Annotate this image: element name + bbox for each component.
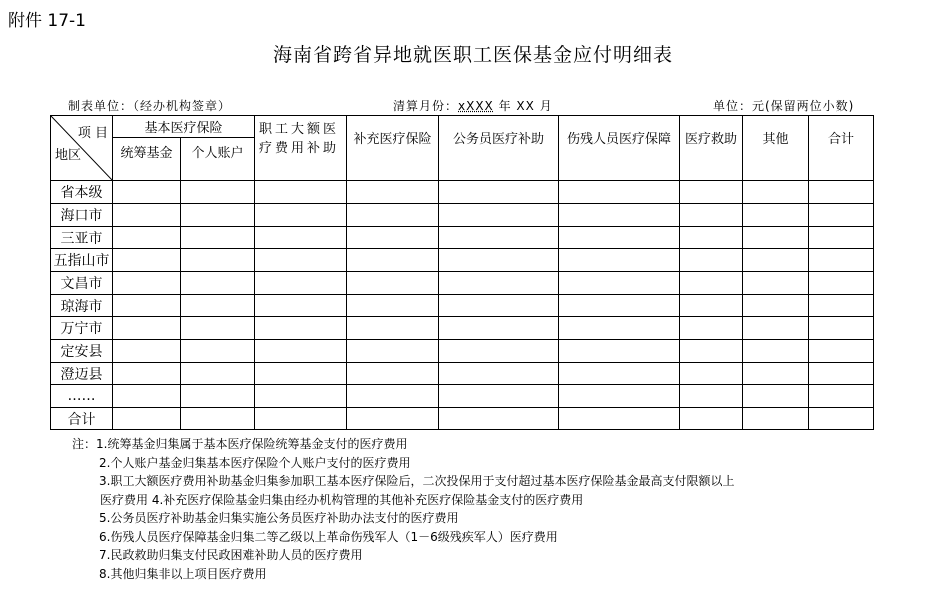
value-cell [113, 317, 181, 340]
value-cell [181, 272, 255, 295]
value-cell [181, 317, 255, 340]
table-row [51, 317, 874, 340]
table-row [51, 385, 874, 408]
value-cell [439, 385, 559, 408]
value-cell [439, 249, 559, 272]
value-cell [255, 204, 347, 227]
value-cell [181, 340, 255, 363]
civil-servant-subsidy-header: 公务员医疗补助 [439, 116, 559, 181]
value-cell [680, 385, 743, 408]
value-cell [113, 385, 181, 408]
region-name-cell: 万宁市 [51, 317, 113, 340]
value-cell [347, 340, 439, 363]
note-5: 5.公务员医疗补助基金归集实施公务员医疗补助办法支付的医疗费用 [99, 511, 459, 525]
value-cell [680, 227, 743, 249]
value-cell [255, 295, 347, 317]
table-row [51, 272, 874, 295]
value-cell [255, 363, 347, 385]
value-cell [559, 272, 680, 295]
value-cell [743, 181, 809, 204]
value-cell [439, 272, 559, 295]
value-cell [439, 227, 559, 249]
value-cell [559, 317, 680, 340]
note-3-continued: 医疗费用 4.补充医疗保险基金归集由经办机构管理的其他补充医疗保险基金支付的医疗费用 [100, 492, 584, 507]
value-cell [680, 181, 743, 204]
value-cell [439, 408, 559, 430]
value-cell [809, 385, 874, 408]
large-medical-subsidy-header: 职工大额医疗费用补助 [255, 116, 347, 181]
table-row [51, 340, 874, 363]
region-name-cell: 文昌市 [51, 272, 113, 295]
medical-aid-header: 医疗救助 [680, 116, 743, 181]
value-cell [680, 340, 743, 363]
value-cell [181, 363, 255, 385]
value-cell [809, 340, 874, 363]
value-cell [559, 408, 680, 430]
value-cell [113, 272, 181, 295]
note-3: 3.职工大额医疗费用补助基金归集参加职工基本医疗保险后，二次投保用于支付超过基本医疗保险基金最高支付限额以上 [99, 474, 735, 488]
region-name-cell: …… [51, 385, 113, 408]
value-cell [743, 204, 809, 227]
corner-header-cell [51, 116, 113, 181]
value-cell [680, 295, 743, 317]
personal-account-header: 个人账户 [181, 138, 255, 181]
value-cell [113, 249, 181, 272]
table-row [51, 249, 874, 272]
value-cell [255, 227, 347, 249]
value-cell [809, 249, 874, 272]
supplementary-insurance-header: 补充医疗保险 [347, 116, 439, 181]
region-name-cell: 三亚市 [51, 227, 113, 249]
value-cell [743, 295, 809, 317]
notes-section [72, 435, 734, 583]
value-cell [181, 295, 255, 317]
value-cell [113, 363, 181, 385]
period-month-unit: 月 [534, 99, 553, 113]
value-cell [680, 363, 743, 385]
value-cell [181, 408, 255, 430]
value-cell [439, 295, 559, 317]
table-row [51, 408, 874, 430]
value-cell [559, 181, 680, 204]
region-name-cell: 澄迈县 [51, 363, 113, 385]
value-cell [559, 363, 680, 385]
value-cell [743, 408, 809, 430]
value-cell [113, 227, 181, 249]
value-cell [559, 295, 680, 317]
page-title: 海南省跨省异地就医职工医保基金应付明细表 [272, 44, 673, 66]
region-name-cell: 合计 [51, 408, 113, 430]
value-cell [680, 204, 743, 227]
value-cell [255, 408, 347, 430]
note-2: 2.个人账户基金归集基本医疗保险个人账户支付的医疗费用 [99, 455, 411, 470]
value-cell [113, 295, 181, 317]
basic-insurance-group-header: 基本医疗保险 [113, 116, 255, 138]
note-1: 注：1.统筹基金归集属于基本医疗保险统筹基金支付的医疗费用 [72, 437, 408, 451]
value-cell [809, 227, 874, 249]
period-year-unit: 年 [493, 99, 517, 113]
period-month: XX [516, 99, 535, 113]
value-cell [809, 295, 874, 317]
value-cell [809, 317, 874, 340]
region-name-cell: 省本级 [51, 181, 113, 204]
value-cell [347, 249, 439, 272]
value-cell [439, 363, 559, 385]
value-cell [113, 181, 181, 204]
value-cell [347, 227, 439, 249]
value-cell [181, 204, 255, 227]
value-cell [439, 317, 559, 340]
value-cell [347, 408, 439, 430]
value-cell [743, 385, 809, 408]
value-cell [347, 181, 439, 204]
value-cell [255, 340, 347, 363]
value-cell [347, 272, 439, 295]
table-row [51, 204, 874, 227]
period-label: 清算月份： [393, 99, 459, 113]
value-cell [181, 227, 255, 249]
value-cell [255, 272, 347, 295]
unit-label: 单位：元(保留两位小数) [713, 99, 855, 113]
value-cell [255, 181, 347, 204]
value-cell [181, 385, 255, 408]
value-cell [680, 272, 743, 295]
value-cell [809, 204, 874, 227]
payment-detail-table [50, 115, 874, 430]
value-cell [809, 272, 874, 295]
value-cell [680, 408, 743, 430]
value-cell [347, 385, 439, 408]
table-row [51, 181, 874, 204]
value-cell [347, 317, 439, 340]
value-cell [743, 317, 809, 340]
value-cell [680, 317, 743, 340]
value-cell [439, 204, 559, 227]
settlement-period [393, 97, 553, 114]
value-cell [559, 249, 680, 272]
total-header: 合计 [809, 116, 874, 181]
value-cell [743, 272, 809, 295]
note-6: 6.伤残人员医疗保障基金归集二等乙级以上革命伤残军人（1－6级残疾军人）医疗费用 [99, 529, 558, 544]
region-rows [51, 181, 874, 430]
value-cell [255, 385, 347, 408]
value-cell [113, 340, 181, 363]
other-header: 其他 [743, 116, 809, 181]
table-row [51, 227, 874, 249]
value-cell [559, 340, 680, 363]
value-cell [347, 363, 439, 385]
note-8: 8.其他归集非以上项目医疗费用 [99, 566, 267, 581]
value-cell [743, 340, 809, 363]
value-cell [743, 249, 809, 272]
value-cell [743, 363, 809, 385]
value-cell [255, 249, 347, 272]
disabled-personnel-header: 伤残人员医疗保障 [559, 116, 680, 181]
value-cell [809, 181, 874, 204]
attachment-label: 附件 17-1 [8, 11, 86, 31]
value-cell [559, 227, 680, 249]
corner-region-label: 地区 [55, 148, 82, 163]
note-7: 7.民政救助归集支付民政困难补助人员的医疗费用 [99, 548, 363, 562]
value-cell [347, 204, 439, 227]
table-row [51, 363, 874, 385]
region-name-cell: 海口市 [51, 204, 113, 227]
value-cell [559, 204, 680, 227]
period-year: xXXX [458, 99, 494, 113]
value-cell [347, 295, 439, 317]
value-cell [809, 363, 874, 385]
value-cell [680, 249, 743, 272]
corner-item-label: 项 目 [77, 126, 108, 141]
value-cell [113, 408, 181, 430]
value-cell [559, 385, 680, 408]
pooling-fund-header: 统筹基金 [113, 138, 181, 181]
region-name-cell: 五指山市 [51, 249, 113, 272]
value-cell [809, 408, 874, 430]
value-cell [743, 227, 809, 249]
value-cell [255, 317, 347, 340]
table-row [51, 295, 874, 317]
value-cell [439, 181, 559, 204]
preparer-label: 制表单位：（经办机构签章） [68, 99, 232, 113]
value-cell [439, 340, 559, 363]
value-cell [181, 249, 255, 272]
value-cell [181, 181, 255, 204]
region-name-cell: 定安县 [51, 340, 113, 363]
value-cell [113, 204, 181, 227]
region-name-cell: 琼海市 [51, 295, 113, 317]
